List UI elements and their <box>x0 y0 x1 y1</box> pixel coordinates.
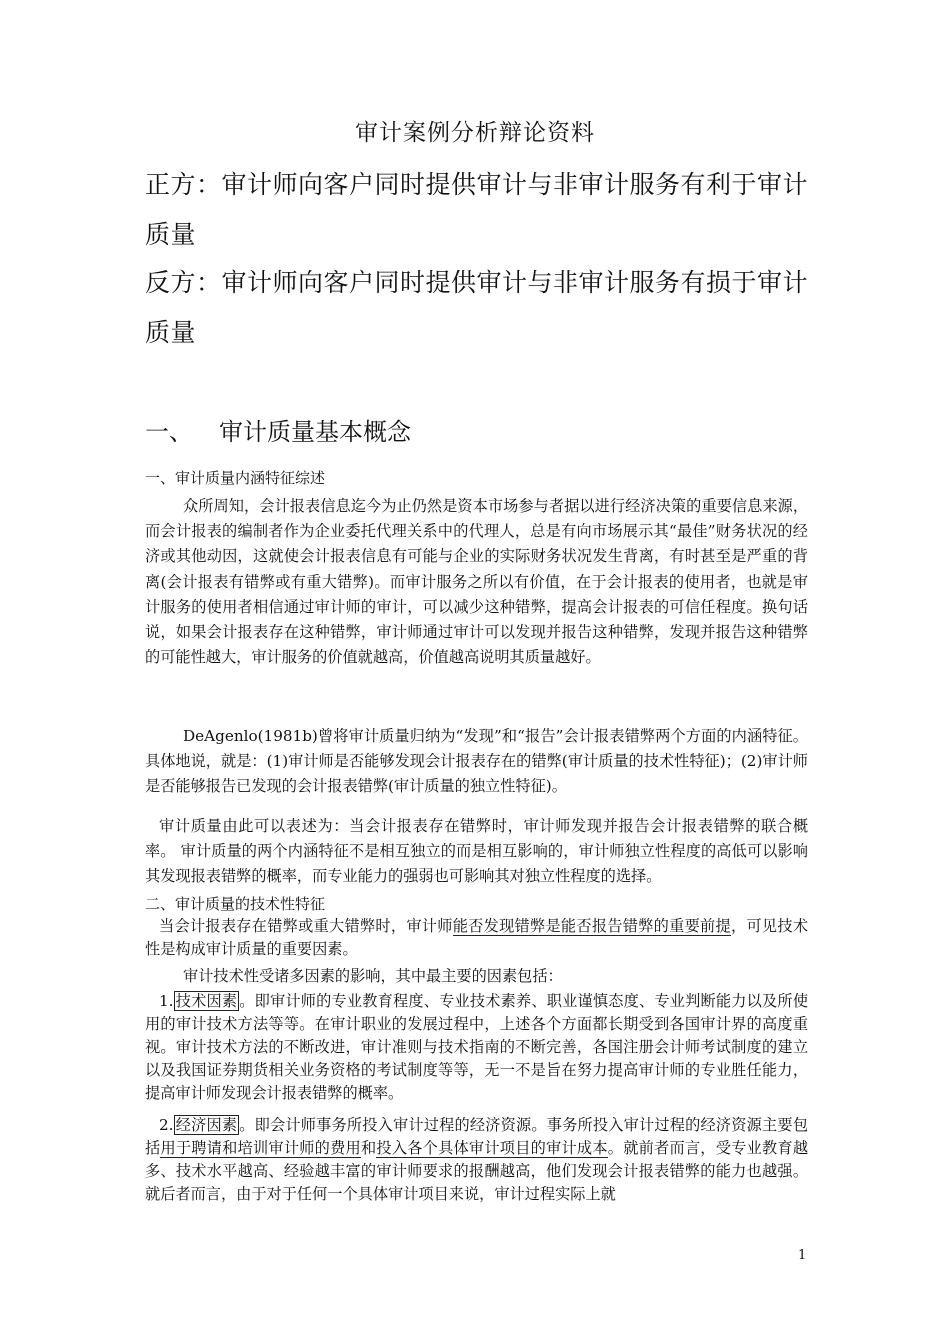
con-side-statement: 反方：审计师向客户同时提供审计与非审计服务有损于审计质量 <box>145 268 809 347</box>
boxed-term: 经济因素 <box>175 1116 238 1134</box>
paragraph-2 <box>145 724 808 800</box>
underlined-phrase: 用于聘请和培训审计师的费用 <box>160 1139 361 1157</box>
paragraph-text: 众所周知，会计报表信息迄今为止仍然是资本市场参与者据以进行经济决策的重要信息来源，而会计报表的编制者作为企业委托代理关系中的代理人，总是有向市场展示其“最佳”财务状况的经济或其他动因，这就使会计报表信息有可能与企业的实际财务状况发生背离，有时甚至是严重的背离(会计报表有错弊或有重大错弊)。而审计服务之所以有价值，在于会计报表的使用者，也就是审计服务的使用者相信通过审计师的审计，可以减少这种错弊，提高会计报表的可信任程度。换句话说，如果会计报表存在这种错弊，审计师通过审计可以发现并报告这种错弊，发现并报告这种错弊的可能性越大，审计服务的价值就越高，价值越高说明其质量越好。 <box>145 497 808 667</box>
item-number: 1. <box>159 992 174 1010</box>
paragraph-6 <box>145 990 808 1105</box>
subheading-2: 二、审计质量的技术性特征 <box>145 895 326 913</box>
paragraph-5 <box>145 965 808 988</box>
item-number: 2. <box>159 1116 174 1134</box>
text-run: 。即审计师的专业教育程度、专业技术素养、职业谨慎态度、专业判断能力以及所使用的审计技术方法等等。在审计职业的发展过程中，上述各个方面都长期受到各国审计界的高度重视。审计技术方法的不断改进，审计准则与技术指南的不断完善，各国注册会计师考试制度的建立以及我国证券期货相关业务资格的考试制度等等，无一不是旨在努力提高审计师的专业胜任能力，提高审计师发现会计报表错弊的概率。 <box>145 992 809 1102</box>
paragraph-text <box>145 990 808 1105</box>
paragraph-1 <box>145 494 808 670</box>
text-run: 。即会计师事务所投入审计过程的经济资源。事务所投入审计过程的经济资源主要包括 <box>145 1116 809 1157</box>
underlined-phrase: 能否发现错弊是能否报告错弊的重要前提 <box>452 917 731 935</box>
subheading-1: 一、审计质量内涵特征综述 <box>145 469 326 487</box>
document-title: 审计案例分析辩论资料 <box>355 120 595 146</box>
paragraph-7 <box>145 1114 808 1206</box>
paragraph-text <box>145 1114 808 1206</box>
boxed-term: 技术因素 <box>175 992 238 1010</box>
section-label: 审计质量基本概念 <box>219 418 411 446</box>
paragraph-3 <box>145 814 808 890</box>
paragraph-text: 审计技术性受诸多因素的影响，其中最主要的因素包括： <box>183 967 563 985</box>
pro-side-statement: 正方：审计师向客户同时提供审计与非审计服务有利于审计质量 <box>145 170 809 249</box>
paragraph-text: DeAgenlo(1981b)曾将审计质量归纳为“发现”和“报告”会计报表错弊两个方面的内涵特征。具体地说，就是：(1)审计师是否能够发现会计报表存在的错弊(审计质量的技术性特征)；(2)审计师是否能够报告已发现的会计报表错弊(审计质量的独立性特征)。 <box>145 727 808 796</box>
text-run: ，可见技术性是构成审计质量的重要因素。 <box>145 917 809 958</box>
paragraph-text: 审计质量由此可以表述为：当会计报表存在错弊时，审计师发现并报告会计报表错弊的联合概率。 审计质量的两个内涵特征不是相互独立的而是相互影响的，审计师独立性程度的高低可以影响其发现报表错弊的概率，而专业能力的强弱也可影响其对独立性程度的选择。 <box>145 817 808 886</box>
section-number: 一、 <box>145 418 193 446</box>
page-number: 1 <box>798 1248 807 1263</box>
text-run: 。就前者而言，受专业教育越多、技术水平越高、经验越丰富的审计师要求的报酬越高，他们发现会计报表错弊的能力也越强。就后者而言，由于对于任何一个具体审计项目来说，审计过程实际上就 <box>145 1139 809 1203</box>
section-heading-1 <box>145 414 411 450</box>
text-run: 当会计报表存在错弊或重大错弊时，审计师 <box>159 917 453 935</box>
paragraph-text <box>145 915 808 961</box>
paragraph-4 <box>145 915 808 961</box>
text-run: 和 <box>360 1139 377 1157</box>
underlined-phrase: 投入各个具体审计项目的审计成本 <box>376 1139 608 1157</box>
